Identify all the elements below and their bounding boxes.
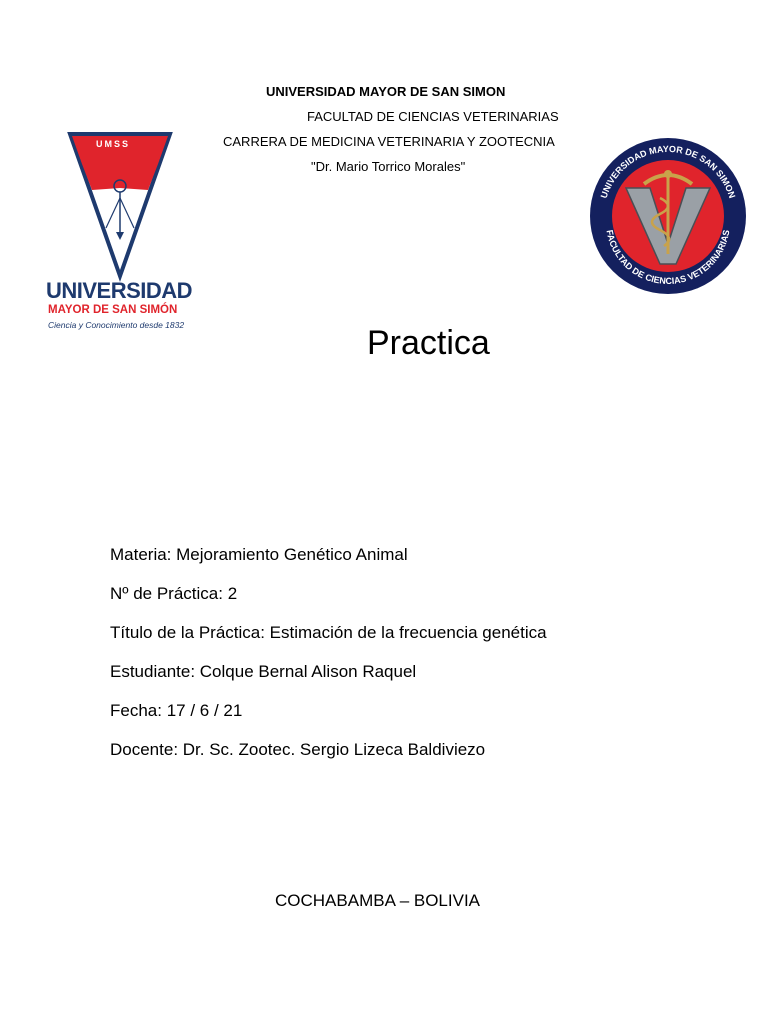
svg-text:UNIVERSIDAD MAYOR DE SAN SIMON bbox=[599, 144, 738, 200]
university-name: UNIVERSIDAD MAYOR DE SAN SIMON bbox=[266, 84, 506, 99]
seal-ring-bottom-text: FACULTAD DE CIENCIAS VETERINARIAS bbox=[604, 229, 732, 287]
career-name: CARRERA DE MEDICINA VETERINARIA Y ZOOTECNIA bbox=[223, 134, 555, 149]
field-materia: Materia: Mejoramiento Genético Animal bbox=[110, 545, 408, 564]
seal-ring-top-text: UNIVERSIDAD MAYOR DE SAN SIMON bbox=[598, 143, 738, 200]
faculty-name: FACULTAD DE CIENCIAS VETERINARIAS bbox=[307, 109, 559, 124]
field-docente: Docente: Dr. Sc. Zootec. Sergio Lizeca Baldiviezo bbox=[110, 740, 486, 759]
field-titulo: Título de la Práctica: Estimación de la frecuencia genética bbox=[110, 623, 547, 642]
umss-logo bbox=[40, 128, 205, 338]
svg-text:FACULTAD DE CIENCIAS VETERINAR bbox=[605, 229, 732, 286]
page-title: Practica bbox=[367, 324, 490, 362]
dedication-name: "Dr. Mario Torrico Morales" bbox=[311, 159, 466, 174]
footer-location: COCHABAMBA – BOLIVIA bbox=[275, 891, 481, 910]
field-estudiante: Estudiante: Colque Bernal Alison Raquel bbox=[110, 662, 417, 681]
field-numero: Nº de Práctica: 2 bbox=[110, 584, 238, 603]
umss-logo-acronym: UMSS bbox=[96, 139, 131, 149]
umss-logo-tagline: Ciencia y Conocimiento desde 1832 bbox=[48, 320, 185, 330]
faculty-seal-ring-text bbox=[584, 136, 752, 296]
umss-logo-line2: MAYOR DE SAN SIMÓN bbox=[48, 304, 178, 316]
umss-logo-line1: UNIVERSIDAD bbox=[46, 278, 193, 303]
field-fecha: Fecha: 17 / 6 / 21 bbox=[110, 701, 243, 720]
faculty-seal-logo bbox=[584, 136, 752, 296]
